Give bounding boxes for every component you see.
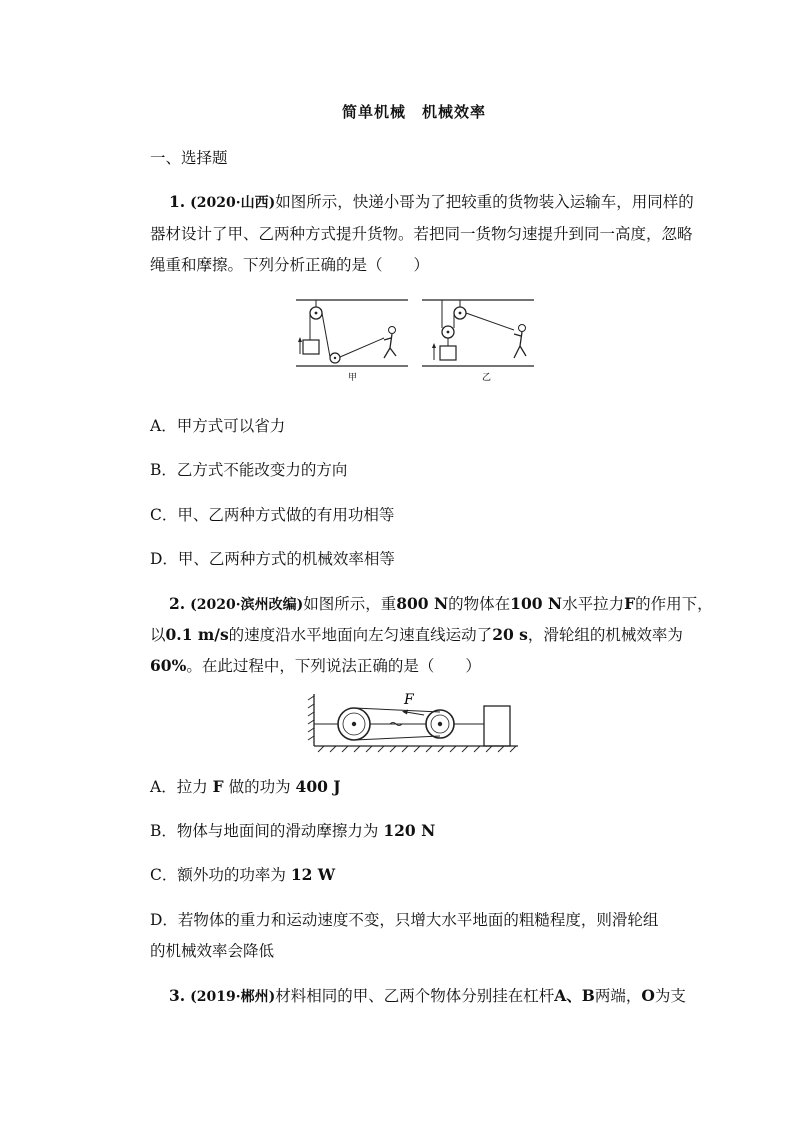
q3-line1: 3. (2019·郴州)材料相同的甲、乙两个物体分别挂在杠杆A、B两端，O为支 [169,986,686,1005]
q2-line1: 2. (2020·滨州改编)如图所示，重800 N的物体在100 N水平拉力F的作用下， [169,594,713,613]
q1-option-c: C．甲、乙两种方式做的有用功相等 [150,506,395,524]
q2-line3: 60%。在此过程中，下列说法正确的是（ ） [150,656,481,675]
q1-line2: 器材设计了甲、乙两种方式提升货物。若把同一货物匀速提升到同一高度，忽略 [150,225,693,243]
q1-fig-label-jia: 甲 [348,373,358,383]
q2-source: (2020·滨州改编) [190,597,304,613]
q2-fig-force-label: F [404,692,414,708]
q3-source: (2019·郴州) [190,989,276,1005]
q1-line3: 绳重和摩擦。下列分析正确的是（ ） [150,256,430,274]
q1-pulley-figure [296,294,408,384]
q2-option-a: A．拉力 F 做的功为 400 J [150,777,341,796]
q2-option-c: C．额外功的功率为 12 W [150,865,336,884]
section-heading: 一、选择题 [150,149,228,167]
q1-line1: 1. (2020·山西)如图所示，快递小哥为了把较重的货物装入运输车，用同样的 [169,192,694,211]
q1-option-b: B．乙方式不能改变力的方向 [150,461,348,479]
q2-pulley-figure [306,688,520,754]
q1-fig-label-yi: 乙 [482,373,492,383]
q2-option-d-line2: 的机械效率会降低 [150,942,275,960]
q2-line2: 以0.1 m/s的速度沿水平地面向左匀速直线运动了20 s，滑轮组的机械效率为 [150,625,683,644]
q1-pulley-figure-b [422,294,534,384]
page-title: 简单机械 机械效率 [342,103,487,121]
q1-source: (2020·山西) [190,195,276,211]
q1-option-d: D．甲、乙两种方式的机械效率相等 [150,550,395,568]
q2-option-b: B．物体与地面间的滑动摩擦力为 120 N [150,821,436,840]
q2-option-d-line1: D．若物体的重力和运动速度不变，只增大水平地面的粗糙程度，则滑轮组 [150,911,659,929]
q1-option-a: A．甲方式可以省力 [150,417,286,435]
